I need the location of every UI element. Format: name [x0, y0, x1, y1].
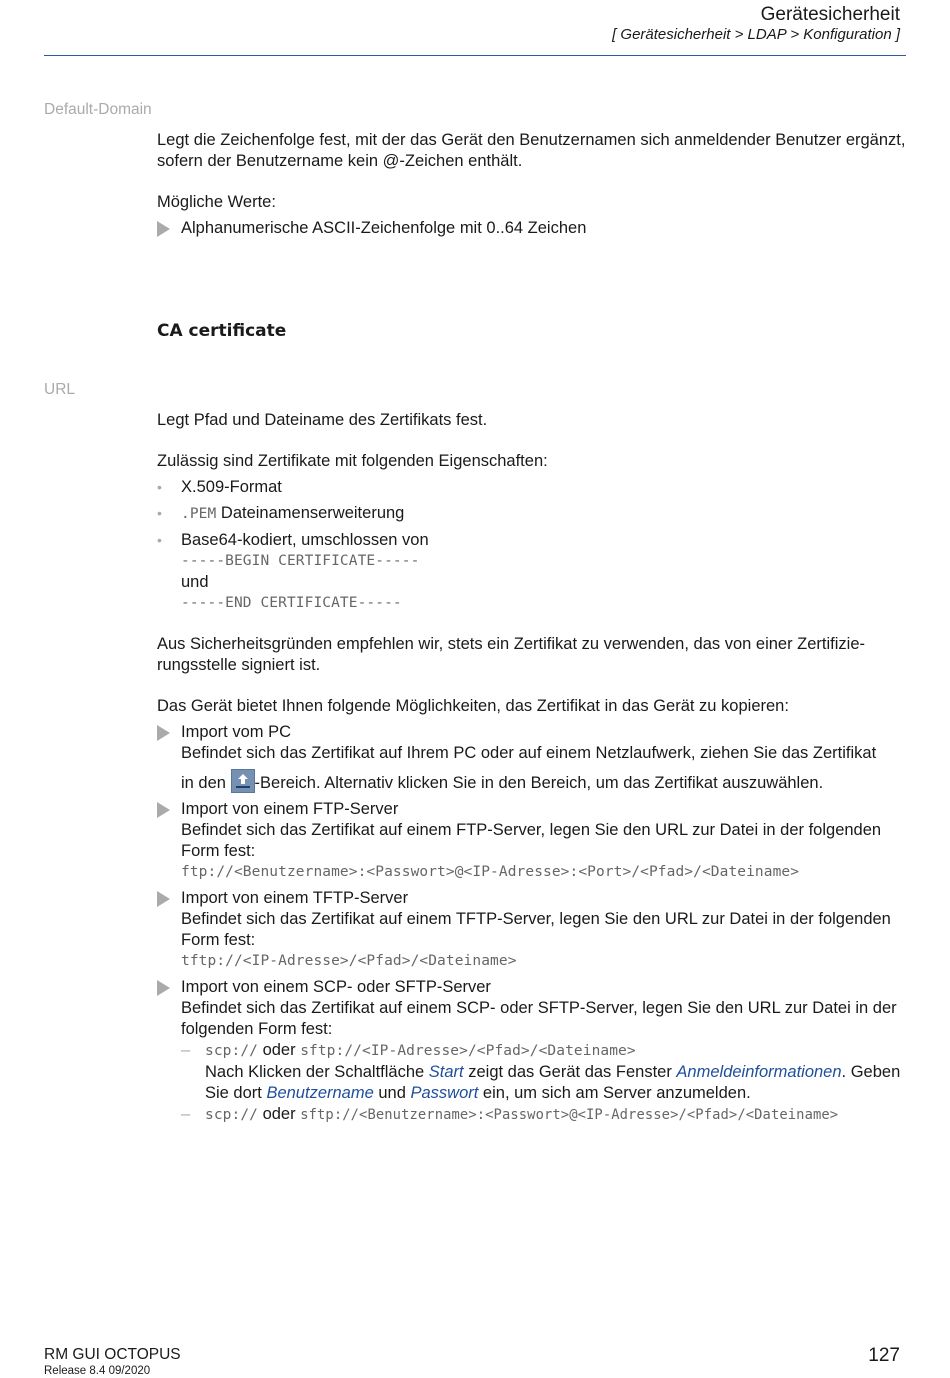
option-text-part: -Bereich. Alternativ klicken Sie in den Bereich, um das Zertifikat auszuwählen. [254, 774, 824, 792]
param-label-default-domain: Default-Domain [44, 101, 152, 118]
triangle-right-icon [157, 221, 170, 237]
option-text-part: oder [257, 1105, 301, 1123]
code-line: -----END CERTIFICATE----- [181, 595, 402, 611]
bullet-dot-icon: • [157, 505, 162, 521]
page-header-title: Gerätesicherheit [760, 4, 900, 25]
inline-code: sftp://<Benutzername>:<Passwort>@<IP-Adresse>/<Pfad>/<Dateiname> [300, 1107, 839, 1123]
list-item-text: Alphanumerische ASCII-Zeichenfolge mit 0..64 Zeichen [181, 219, 587, 237]
sub-list-item [181, 1040, 907, 1104]
triangle-right-icon [157, 725, 170, 741]
option-text-part: und [373, 1084, 411, 1102]
option-text: Befindet sich das Zertifikat auf einem FTP-Server, legen Sie den URL zur Datei in der folgenden Form fest: [181, 821, 882, 860]
ui-ref-login-window: Anmeldeinformationen [676, 1063, 842, 1081]
param-label-url: URL [44, 381, 76, 398]
option-text: Befindet sich das Zertifikat auf einem SCP- oder SFTP-Server, legen Sie den URL zur Datei in der folgenden Form fest: [181, 999, 897, 1038]
option-title: Import von einem TFTP-Server [181, 889, 409, 907]
ui-ref-start-button: Start [428, 1063, 464, 1081]
option-text-part: ein, um sich am Server anzumelden. [478, 1084, 751, 1102]
triangle-right-icon [157, 980, 170, 996]
option-text-part: oder [257, 1041, 301, 1059]
dash-icon: – [181, 1105, 191, 1123]
url-description: Legt Pfad und Dateiname des Zertifikats fest. [157, 411, 488, 429]
code-line: tftp://<IP-Adresse>/<Pfad>/<Dateiname> [181, 953, 517, 969]
list-item-text: Base64-kodiert, umschlossen von [181, 531, 429, 549]
list-item [157, 218, 907, 239]
scp-note [205, 1062, 907, 1104]
list-item [157, 503, 907, 525]
option-text: Befindet sich das Zertifikat auf Ihrem PC oder auf einem Netzlaufwerk, ziehen Sie das Zertifikat [181, 744, 877, 762]
list-item [157, 722, 907, 794]
upload-icon [231, 769, 255, 793]
bullet-dot-icon: • [157, 479, 162, 495]
list-item [157, 477, 907, 498]
dash-icon: – [181, 1041, 191, 1059]
list-item-text: und [181, 573, 209, 591]
footer-release: Release 8.4 09/2020 [44, 1365, 151, 1377]
sub-list-item [181, 1104, 907, 1126]
list-item [157, 530, 907, 614]
option-title: Import von einem FTP-Server [181, 800, 399, 818]
list-item [157, 888, 907, 972]
code-line [205, 1040, 907, 1062]
header-divider [44, 55, 906, 56]
list-item-text: X.509-Format [181, 478, 282, 496]
default-domain-description: Legt die Zeichenfolge fest, mit der das Gerät den Benutzernamen sich anmeldender Benutzer ergänzt, sofern der Benutzername kein @-Zeichen enthält. [157, 131, 906, 170]
default-domain-section [157, 130, 907, 239]
option-text-part: . Geben Sie dort [205, 1063, 901, 1102]
option-text-part: zeigt das Gerät das Fenster [463, 1063, 677, 1081]
inline-code: scp:// [205, 1043, 258, 1059]
ui-ref-password: Passwort [410, 1084, 479, 1102]
page-number: 127 [868, 1345, 900, 1366]
option-text: Befindet sich das Zertifikat auf einem TFTP-Server, legen Sie den URL zur Datei in der folgenden Form fest: [181, 910, 891, 949]
list-item-text: Dateinamenserweiterung [216, 504, 405, 522]
section-heading: CA certificate [157, 321, 287, 341]
ui-ref-username: Benutzername [266, 1084, 374, 1102]
url-section [157, 410, 907, 1126]
inline-code: .PEM [181, 506, 217, 522]
inline-code: scp:// [205, 1107, 258, 1123]
options-intro: Das Gerät bietet Ihnen folgende Möglichkeiten, das Zertifikat in das Gerät zu kopieren: [157, 697, 789, 715]
possible-values-label: Mögliche Werte: [157, 193, 276, 211]
option-text-part: Nach Klicken der Schaltfläche [205, 1063, 429, 1081]
list-item [157, 799, 907, 883]
footer-product: RM GUI OCTOPUS [44, 1346, 181, 1363]
security-note: Aus Sicherheitsgründen empfehlen wir, stets ein Zertifikat zu verwenden, das von einer Zertifizierungsstelle signiert ist. [157, 635, 866, 674]
breadcrumb: [ Gerätesicherheit > LDAP > Konfiguration ] [612, 26, 900, 43]
option-text-part: in den [181, 774, 231, 792]
allowed-intro: Zulässig sind Zertifikate mit folgenden Eigenschaften: [157, 452, 548, 470]
code-line: ftp://<Benutzername>:<Passwort>@<IP-Adresse>:<Port>/<Pfad>/<Dateiname> [181, 864, 800, 880]
bullet-dot-icon: • [157, 532, 162, 548]
code-line: -----BEGIN CERTIFICATE----- [181, 553, 420, 569]
triangle-right-icon [157, 802, 170, 818]
triangle-right-icon [157, 891, 170, 907]
list-item [157, 977, 907, 1126]
option-title: Import von einem SCP- oder SFTP-Server [181, 978, 491, 996]
inline-code: sftp://<IP-Adresse>/<Pfad>/<Dateiname> [300, 1043, 636, 1059]
option-text [181, 769, 907, 794]
option-title: Import vom PC [181, 723, 292, 741]
code-line [205, 1104, 907, 1126]
